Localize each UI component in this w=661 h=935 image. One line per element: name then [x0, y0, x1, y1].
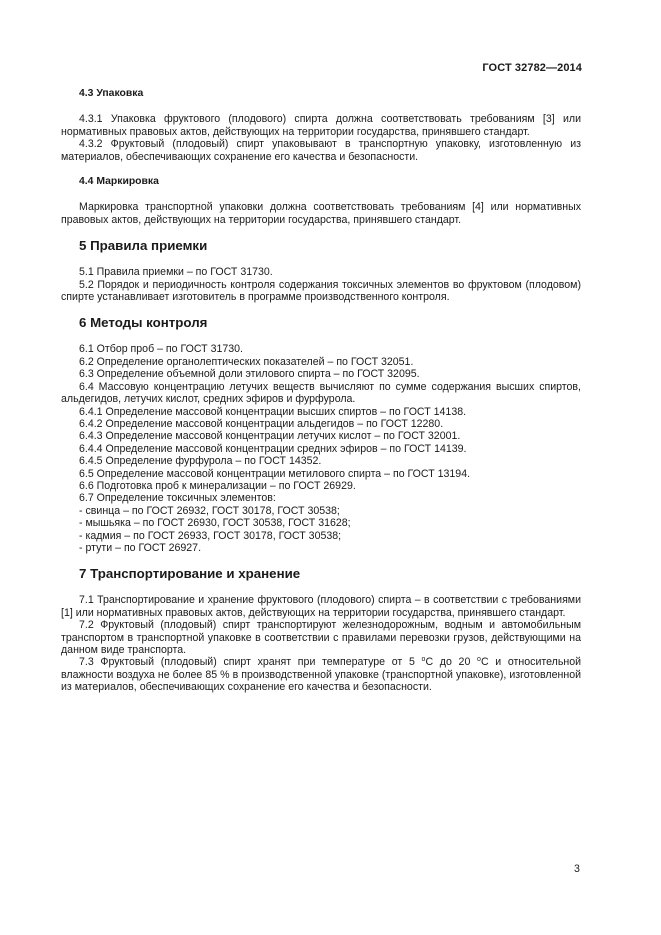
- list-item: 6.1 Отбор проб – по ГОСТ 31730.: [79, 343, 243, 356]
- section-4-4-title: 4.4 Маркировка: [79, 176, 159, 188]
- degree-symbol: o: [477, 656, 481, 664]
- paragraph-5-2: 5.2 Порядок и периодичность контроля содержания токсичных элементов во фруктовом (плодовом) спирте устанавливает изготовитель в программе производственного контроля.: [61, 278, 581, 304]
- list-item: 6.7 Определение токсичных элементов:: [79, 492, 276, 505]
- section-5-title: 5 Правила приемки: [79, 238, 208, 254]
- paragraph-5-1: 5.1 Правила приемки – по ГОСТ 31730.: [79, 266, 273, 279]
- paragraph-7-3: 7.3 Фруктовый (плодовый) спирт хранят при температуре от 5 $^o$С до 20 $^o$С и относительной влажности воздуха не более 85 % в производственной упаковке (транспортной упаковке), изготовленной из материалов, обеспечивающих сохранение его качества и безопасности.: [61, 656, 582, 694]
- sublist-item: - кадмия – по ГОСТ 26933, ГОСТ 30178, ГОСТ 30538;: [79, 529, 342, 542]
- document-id-header: ГОСТ 32782—2014: [482, 62, 582, 74]
- paragraph-4-3-2: 4.3.2 Фруктовый (плодовый) спирт упаковывают в транспортную упаковку, изготовленную из материалов, обеспечивающих сохранение его качества и безопасности.: [61, 138, 581, 163]
- section-4-3-title: 4.3 Упаковка: [79, 88, 144, 99]
- page-number: 3: [574, 863, 580, 875]
- paragraph-7-1: 7.1 Транспортирование и хранение фруктового (плодового) спирта – в соответствии с требованиями [1] или нормативных правовых актов, действующих на территории государства, принявшего стандарт.: [61, 594, 581, 619]
- list-item: 6.5 Определение массовой концентрации метилового спирта – по ГОСТ 13194.: [79, 467, 471, 480]
- list-item: 6.2 Определение органолептических показателей – по ГОСТ 32051.: [79, 355, 414, 368]
- degree-symbol: o: [421, 656, 426, 664]
- sublist-item: - свинца – по ГОСТ 26932, ГОСТ 30178, ГОСТ 30538;: [79, 504, 340, 517]
- list-item: 6.4.4 Определение массовой концентрации средних эфиров – по ГОСТ 14139.: [79, 442, 467, 455]
- list-item: 6.4.2 Определение массовой концентрации альдегидов – по ГОСТ 12280.: [79, 417, 444, 430]
- list-item: 6.3 Определение объемной доли этилового спирта – по ГОСТ 32095.: [79, 368, 420, 381]
- paragraph-7-2: 7.2 Фруктовый (плодовый) спирт транспортируют железнодорожным, водным и автомобильным транспортом в транспортной упаковке в соответствии с правилами перевозки грузов, действующими на данном виде транспорта.: [61, 619, 581, 656]
- list-item: 6.4 Массовую концентрацию летучих веществ вычисляют по сумме содержания высших спиртов, альдегидов, летучих кислот, средних эфиров и фурфурола.: [61, 380, 581, 406]
- section-6-title: 6 Методы контроля: [79, 315, 208, 331]
- list-item: 6.4.5 Определение фурфурола – по ГОСТ 14352.: [79, 455, 322, 468]
- list-item: 6.6 Подготовка проб к минерализации – по ГОСТ 26929.: [79, 479, 356, 492]
- list-item: 6.4.1 Определение массовой концентрации высших спиртов – по ГОСТ 14138.: [79, 405, 467, 418]
- sublist-item: - ртути – по ГОСТ 26927.: [79, 541, 202, 554]
- list-item: 6.4.3 Определение массовой концентрации летучих кислот – по ГОСТ 32001.: [79, 430, 461, 443]
- paragraph-4-4: Маркировка транспортной упаковки должна соответствовать требованиям [4] или нормативных правовых актов, действующих на территории государства, принявшего стандарт.: [61, 201, 581, 226]
- section-7-title: 7 Транспортирование и хранение: [79, 566, 301, 582]
- paragraph-4-3-1: 4.3.1 Упаковка фруктового (плодового) спирта должна соответствовать требованиям [3] или нормативных правовых актов, действующих на территории государства, принявшего стандарт.: [61, 113, 581, 138]
- sublist-item: - мышьяка – по ГОСТ 26930, ГОСТ 30538, ГОСТ 31628;: [79, 517, 351, 530]
- page-content: [61, 88, 581, 694]
